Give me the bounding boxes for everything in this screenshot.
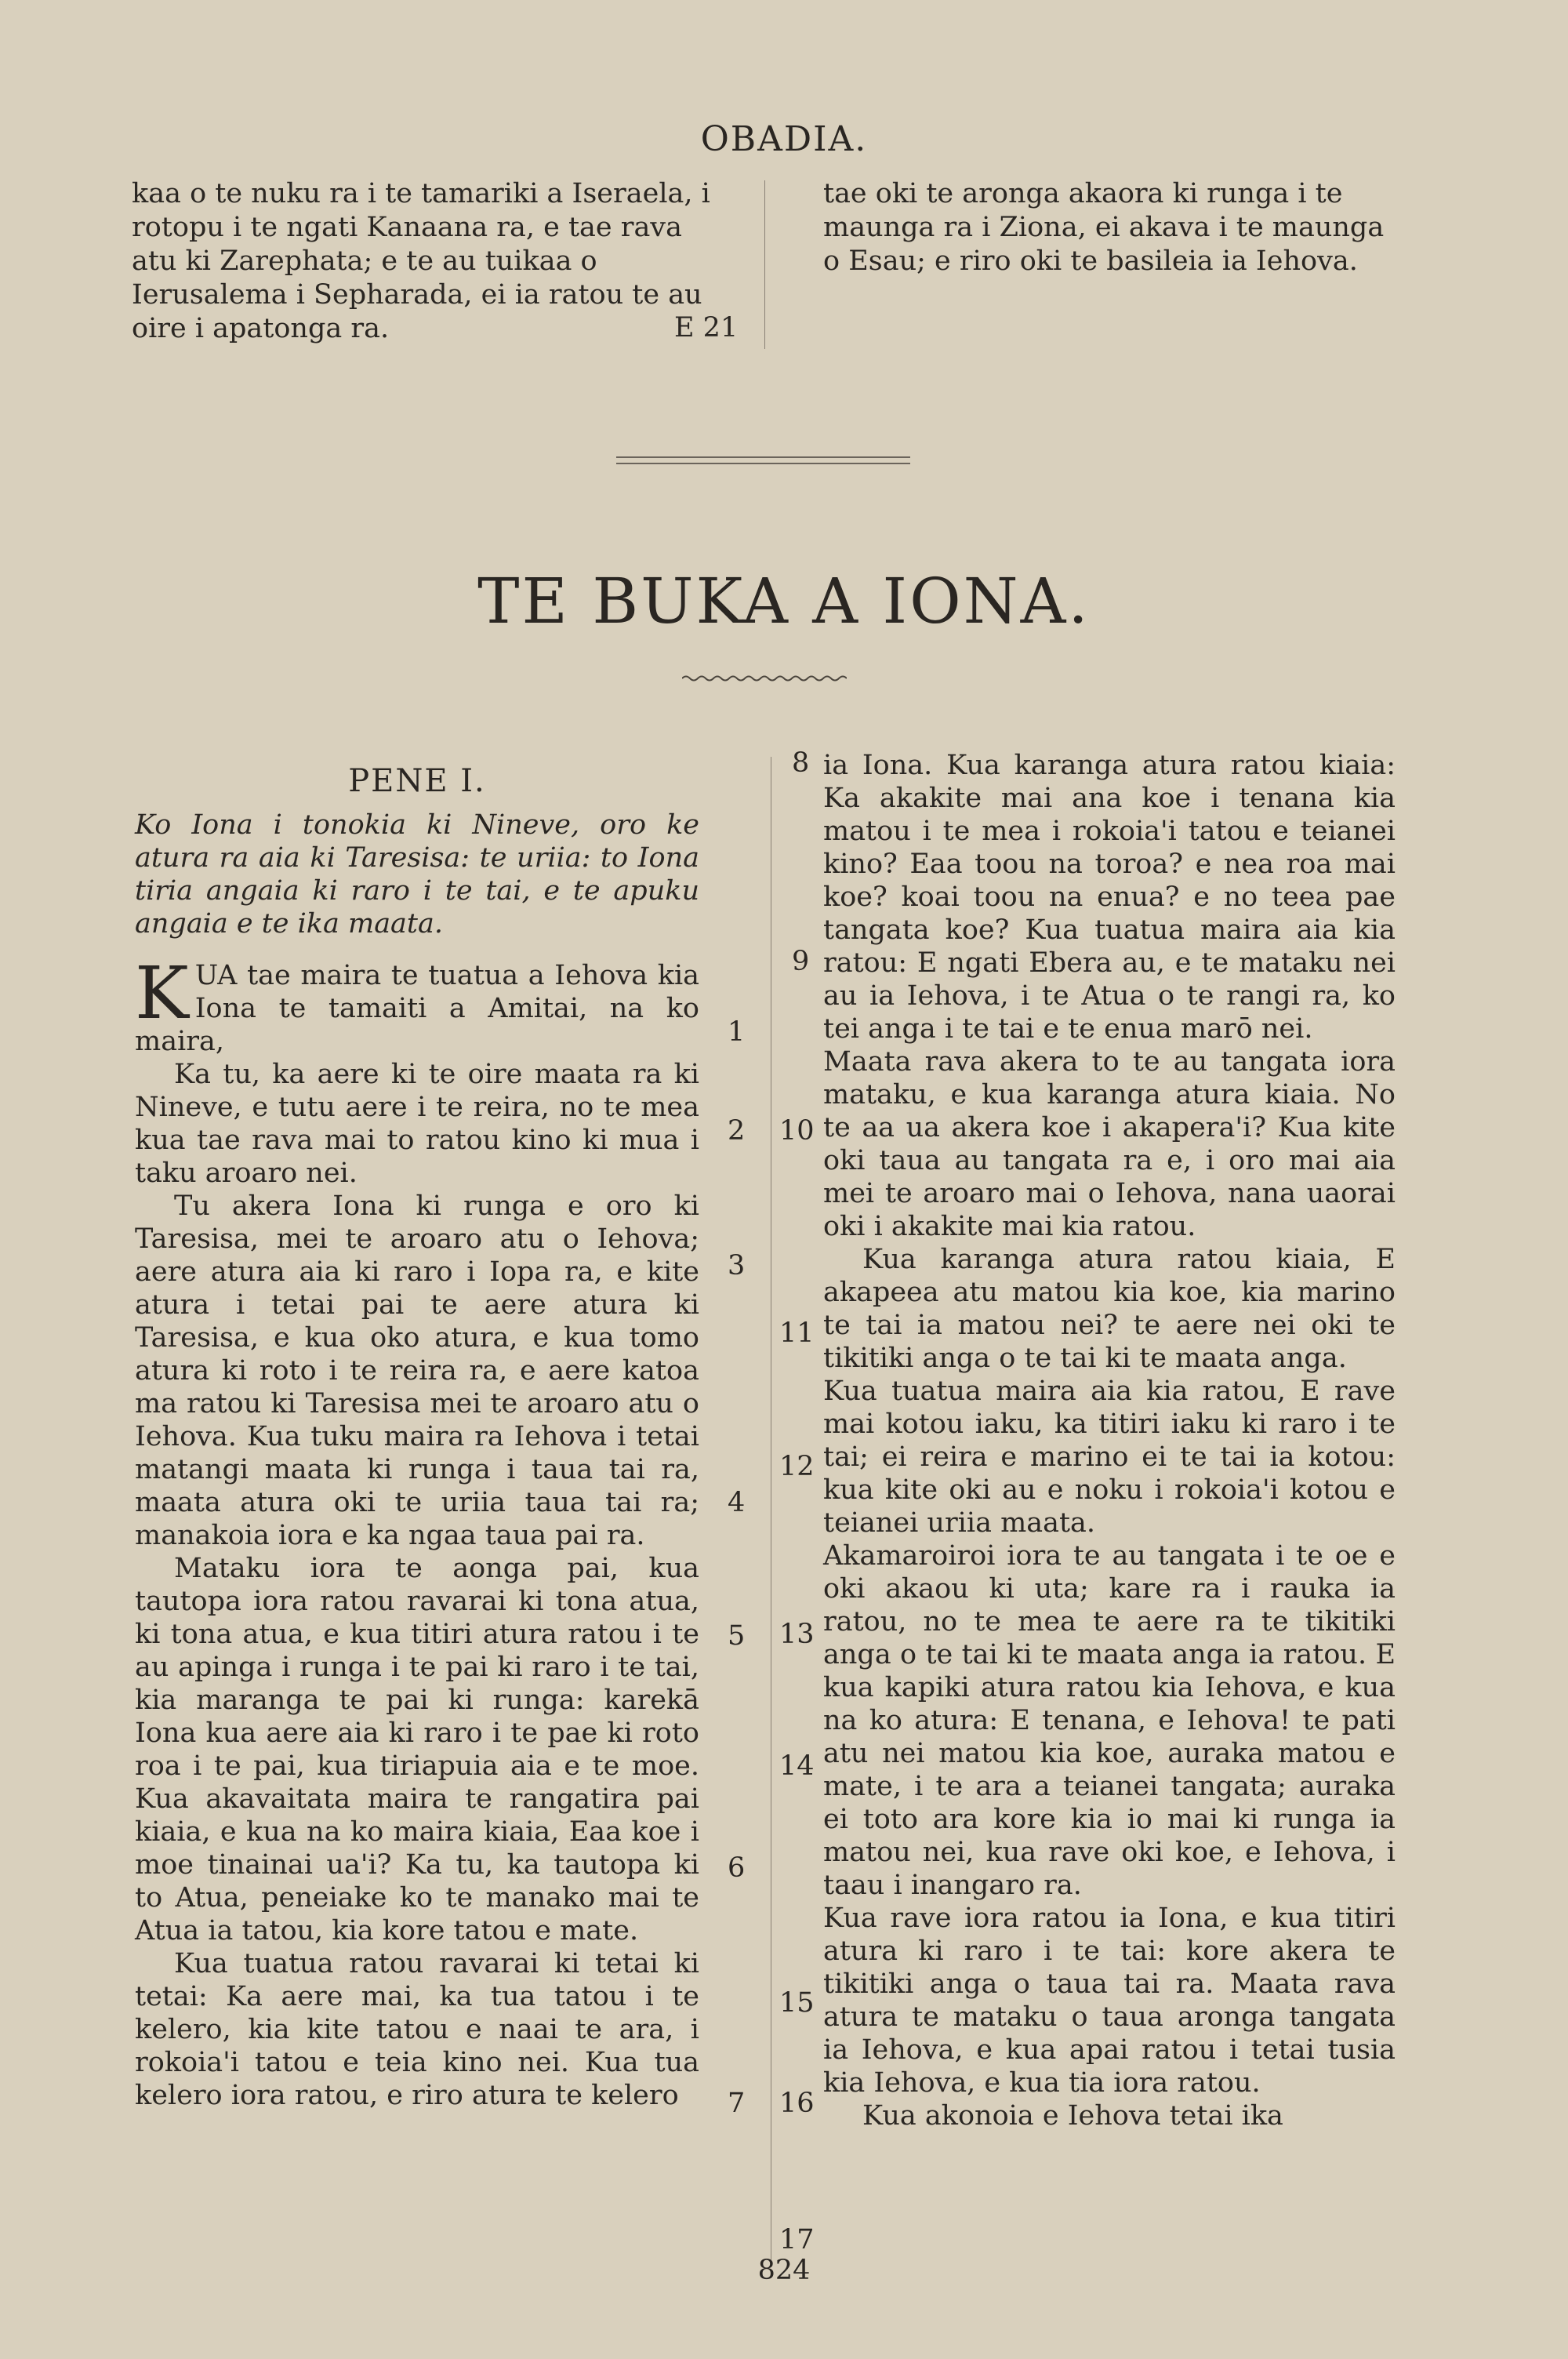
chapter-heading: PENE I. (348, 763, 486, 799)
verse-number: 6 (728, 1852, 746, 1884)
chapter-summary: Ko Iona i tonokia ki Nineve, oro ke atura ra aia ki Taresisa: te uriia: to Iona tiria angaia ki raro i te tai, e te apuku angaia e te ika maata. (135, 809, 699, 940)
page-number: 824 (757, 2255, 811, 2286)
wavy-ornament (682, 673, 847, 684)
verse-1-text: UA tae maira te tuatua a Iehova kia Iona te tamaiti a Amitai, na ko maira, (135, 960, 699, 1057)
verse-number: 1 (728, 1016, 746, 1048)
verse-number: 7 (728, 2088, 746, 2119)
verse-3-4: Tu akera Iona ki runga e oro ki Taresisa, mei te aroaro atu o Iehova; aere atura aia ki raro i Iopa ra, e kite atura i tetai pai te aere atura ki Taresisa, e kua oko atura, e kua tomo atura ki roto i te reira ra, e aere katoa ma ratou ki Taresisa mei te aroaro atu o Iehova. Kua tuku maira ra Iehova i tetai matangi maata ki runga i taua tai ra, maata atura oki te uriia taua tai ra; manakoia iora e ka ngaa taua pai ra. (135, 1190, 699, 1551)
verse-1 (135, 951, 699, 1058)
verse-number: 2 (728, 1115, 746, 1147)
verse-number: 3 (728, 1250, 746, 1281)
verse-number: 11 (779, 1318, 815, 1349)
column-divider-top (764, 180, 765, 349)
drop-cap: K (135, 951, 189, 1035)
verse-5-6: Mataku iora te aonga pai, kua tautopa iora ratou ravarai ki tona atua, ki tona atua, e kua titiri atura ratou i te au apinga i runga i te pai ki raro i te tai, kia maranga te pai ki runga: karekā Iona kua aere aia ki raro i te pae ki roto roa i te pai, kua tiriapuia aia e te moe. Kua akavaitata maira te rangatira pai kiaia, e kua na ko maira kiaia, Eaa koe i moe tinainai ua'i? Ka tu, ka tautopa ki to Atua, peneiake ko te manako mai te Atua ia tatou, kia kore tatou e mate. (135, 1553, 699, 1946)
verse-2: Ka tu, ka aere ki te oire maata ra ki Nineve, e tutu aere i te reira, no te mea kua tae rava mai to ratou kino ki mua i taku aroaro nei. (135, 1059, 699, 1189)
book-title: TE BUKA A IONA. (477, 565, 1091, 638)
verse-number: 15 (779, 1987, 815, 2019)
verse-number: 9 (792, 946, 810, 977)
verse-13-14: Akamaroiroi iora te au tangata i te oe e oki akaou ki uta; kare ra i rauka ia ratou, no te mea te aere ra te tikitiki anga o te tai ki te maata anga ia ratou. E kua kapiki atura ratou kia Iehova, e kua na ko atura: E tenana, e Iehova! te pati atu nei matou kia koe, auraka matou e mate, i te ara a teianei tangata; auraka ei toto ara kore kia io mai ki runga ia matou nei, kua rave oki koe, e Iehova, i taau i inangaro ra. (823, 1540, 1396, 1901)
verse-number: 14 (779, 1750, 815, 1782)
obadiah-verse-marker: E 21 (674, 312, 739, 343)
left-column (135, 765, 699, 2112)
verse-7: Kua tuatua ratou ravarai ki tetai ki tetai: Ka aere mai, ka tua tatou i te kelero, kia kite tatou e naai te ara, i rokoia'i tatou e teia kino nei. Kua tua kelero iora ratou, e riro atura te kelero (135, 1948, 699, 2111)
verse-15-16: Kua rave iora ratou ia Iona, e kua titiri atura ki raro i te tai: kore akera te tikitiki anga o taua tai ra. Maata rava atura te mataku o taua aronga tangata ia Iehova, e kua apai ratou i tetai tusia kia Iehova, e kua tia iora ratou. (823, 1903, 1396, 2099)
verse-8-9: ia Iona. Kua karanga atura ratou kiaia: Ka akakite mai ana koe i tenana kia matou i te mea i rokoia'i tatou e teianei kino? Eaa toou na toroa? e nea roa mai koe? koai toou na enua? e no teea pae tangata koe? Kua tuatua maira aia kia ratou: E ngati Ebera au, e te mataku nei au ia Iehova, i te Atua o te rangi ra, ko tei anga i te tai e te enua marō nei. (823, 750, 1396, 1045)
verse-number: 10 (779, 1115, 815, 1147)
obadiah-right-text: tae oki te aronga akaora ki runga i te maunga ra i Ziona, ei akava i te maunga o Esau; e riro oki te basileia ia Iehova. (823, 178, 1385, 277)
verse-number: 13 (779, 1619, 815, 1650)
verse-number: 4 (728, 1487, 746, 1518)
verse-17: Kua akonoia e Iehova tetai ika (862, 2100, 1283, 2132)
verse-number: 17 (779, 2224, 815, 2255)
verse-10: Maata rava akera to te au tangata iora mataku, e kua karanga atura kiaia. No te aa ua akera koe i akapera'i? Kua kite oki taua au tangata ra e, i oro mai aia mei te aroaro mai o Iehova, nana uaorai oki i akakite mai kia ratou. (823, 1046, 1396, 1242)
verse-number: 12 (779, 1451, 815, 1482)
verse-12: Kua tuatua maira aia kia ratou, E rave mai kotou iaku, ka titiri iaku ki raro i te tai; ei reira e marino ei te tai ia kotou: kua kite oki au e noku i rokoia'i kotou e teianei uriia maata. (823, 1376, 1396, 1539)
verse-11: Kua karanga atura ratou kiaia, E akapeea atu matou kia koe, kia marino te tai ia matou nei? te aere nei oki te tikitiki anga o te tai ki te maata anga. (823, 1244, 1396, 1374)
running-header: OBADIA. (700, 119, 868, 159)
obadiah-right-column (823, 177, 1405, 278)
obadiah-left-column (132, 177, 735, 346)
verse-number: 16 (779, 2088, 815, 2119)
obadiah-left-text: kaa o te nuku ra i te tamariki a Iseraela, i rotopu i te ngati Kanaana ra, e tae rava atu ki Zarephata; e te au tuikaa o Ierusalema i Sepharada, ei ia ratou te au oire i apatonga ra. (132, 178, 710, 344)
verse-number: 8 (792, 747, 810, 779)
right-column (823, 749, 1396, 2132)
section-divider (616, 456, 910, 464)
verse-number: 5 (728, 1620, 746, 1652)
